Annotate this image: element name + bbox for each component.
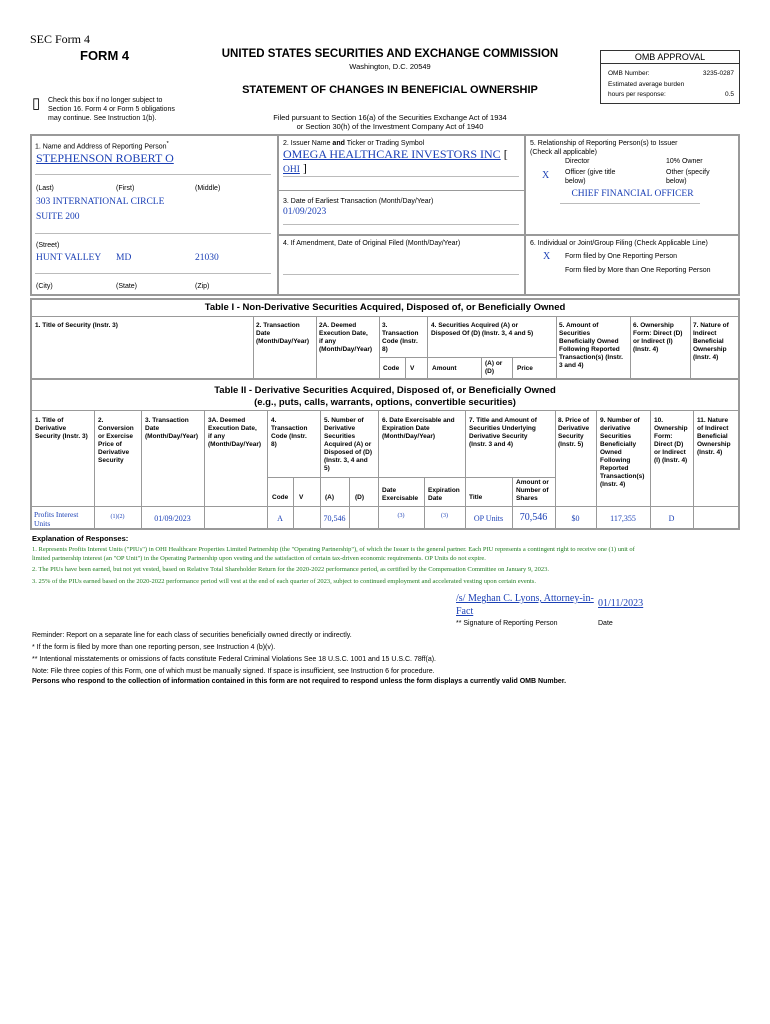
t2-col3	[145, 417, 198, 441]
footnote-2: 2. The PIUs have been earned, but not yet vested, based on Relative Total Shareholder Return for the 2020-2022 performance period, as certified by the Compensation Committee on January 9, 2023.	[32, 566, 549, 573]
table1-col	[379, 316, 380, 378]
row-security-line: Profits Interest	[34, 510, 79, 519]
table1-sub-col	[512, 357, 513, 378]
t1-c3-line: Transaction	[382, 330, 419, 337]
row-exercisable: (3)	[397, 513, 405, 519]
t2-c9-line: Transaction(s)	[600, 473, 645, 480]
omb-hours-label: hours per response:	[608, 91, 666, 98]
t2-c3-line: 3. Transaction	[145, 417, 189, 424]
t2-date-ex-line: Date	[382, 487, 397, 494]
reminder-2: * If the form is filed by more than one reporting person, see Instruction 4 (b)(v).	[32, 644, 276, 651]
ten-pct-label: 10% Owner	[666, 158, 703, 165]
t2-c3a-line: Execution Date,	[208, 425, 257, 432]
t1-c2-line: Date	[256, 330, 271, 337]
footnote-1-line: limited partnership interest (an "OP Unit") in the Operating Partnership upon vesting and the satisfaction of certain tax-driven economic requirements. OP Units do not expire.	[32, 554, 486, 562]
filing-more-label: Form filed by More than One Reporting Person	[565, 267, 711, 274]
omb-number-label: OMB Number:	[608, 70, 650, 77]
issuer-name[interactable]: OMEGA HEALTHCARE INVESTORS INC	[283, 147, 501, 161]
t2-c9-line: Following	[600, 457, 631, 464]
filed-line: Filed pursuant to Section 16(a) of the Securities Exchange Act of 1934	[273, 113, 507, 122]
row-shares: 70,546	[519, 512, 548, 523]
form-title: FORM 4	[80, 48, 130, 63]
row-expiration: (3)	[441, 513, 448, 519]
street-line-1: 303 INTERNATIONAL CIRCLE	[36, 197, 165, 207]
explanation-title: Explanation of Responses:	[32, 534, 129, 543]
t2-amount-shares	[516, 479, 549, 503]
t2-col3a	[208, 417, 261, 449]
relationship-line: (Check all applicable)	[530, 149, 597, 156]
t2-c5-line: Derivative	[324, 425, 356, 432]
t2-c8-line: Security	[558, 433, 584, 440]
check-text-line: Check this box if no longer subject to	[48, 97, 163, 104]
t2-col11	[697, 417, 731, 457]
date-rule	[283, 224, 519, 225]
officer-label	[565, 168, 615, 186]
signature	[456, 592, 594, 618]
street-line-2: SUITE 200	[36, 212, 80, 222]
earliest-date: 01/09/2023	[283, 207, 327, 217]
t1-c7-line: Ownership	[693, 346, 727, 353]
t2-col5	[324, 417, 372, 473]
t1-c2-line: (Month/Day/Year)	[256, 338, 310, 345]
relationship-line: 5. Relationship of Reporting Person(s) to Issuer	[530, 140, 678, 147]
t2-c4-line: Code (Instr.	[271, 433, 307, 440]
t1-code: Code	[383, 365, 400, 372]
signature-date: 01/11/2023	[598, 598, 644, 609]
t2-c1-line: 1. Title of	[35, 417, 64, 424]
grid-right-rule	[738, 134, 740, 296]
footnote-1-line: 1. Represents Profits Interest Units ("PIUs") in OHI Healthcare Properties Limited Partnership (the "Operating Partnership"), of which the Issuer is the general partner. Each PIU represents a contingent right to receive one (1) unit of	[32, 546, 635, 553]
t2-c9-line: Reported	[600, 465, 629, 472]
street-label: (Street)	[36, 242, 60, 249]
t2-amt-line: Shares	[516, 495, 538, 502]
officer-line: Officer (give title	[565, 169, 616, 176]
t1-c7-line: 7. Nature of	[693, 322, 729, 329]
t1-col2	[256, 322, 309, 346]
first-label: (First)	[116, 185, 135, 192]
t1-c3-line: 8)	[382, 346, 388, 353]
t1-c4-line: Disposed Of (D) (Instr. 3, 4 and 5)	[431, 330, 534, 337]
t1-amount: Amount	[432, 365, 457, 372]
table1-left-rule	[30, 298, 32, 380]
t2-col	[141, 410, 142, 528]
t2-col	[555, 410, 556, 528]
t2-c7-line: Derivative Security	[469, 433, 528, 440]
t2-v: V	[299, 494, 304, 501]
issuer-ticker[interactable]: OHI	[283, 165, 300, 175]
omb-burden: Estimated average burden	[608, 81, 685, 88]
t1-col4	[431, 322, 533, 338]
t1-col6	[633, 322, 682, 354]
grid-col-rule	[524, 134, 526, 296]
t2-title-line: (e.g., puts, calls, warrants, options, convertible securities)	[254, 397, 516, 408]
t2-date-ex-line: Exercisable	[382, 495, 419, 502]
t2-col10	[654, 417, 688, 465]
t2-c8-line: 8. Price of	[558, 417, 590, 424]
t2-exp-line: Date	[428, 495, 443, 502]
t1-c6-line: 6. Ownership	[633, 322, 674, 329]
t2-col	[465, 410, 466, 528]
t1-c5-line: Securities	[559, 330, 591, 337]
t2-c9-line: (Instr. 4)	[600, 481, 626, 488]
t1-price: Price	[517, 365, 533, 372]
t2-amt-line: Number of	[516, 487, 549, 494]
table2-title	[30, 385, 740, 409]
zip-value: 21030	[195, 253, 219, 263]
t1-c2a-line: if any	[319, 338, 336, 345]
officer-title-rule	[560, 203, 700, 204]
omb-number: 3235-0287	[702, 70, 734, 77]
reporting-star: *	[166, 141, 169, 147]
t2-c3a-line: if any	[208, 433, 225, 440]
t1-c5-line: 5. Amount of	[559, 322, 599, 329]
table1-col	[630, 316, 631, 378]
last-label: (Last)	[36, 185, 54, 192]
row-code: A	[277, 514, 283, 523]
row-security	[34, 510, 78, 528]
t2-c3a-line: (Month/Day/Year)	[208, 441, 262, 448]
signature-line: Fact	[456, 606, 474, 617]
grid-bottom-rule	[30, 294, 740, 296]
t1-c4-line: 4. Securities Acquired (A) or	[431, 322, 519, 329]
t2-date-ex	[382, 487, 418, 503]
row-conversion: (1)(2)	[110, 514, 125, 520]
t2-c11-line: Beneficial	[697, 433, 728, 440]
table1-top-rule	[30, 298, 740, 300]
table1-bottom-rule	[30, 378, 740, 380]
t2-c2-line: Derivative	[98, 449, 130, 456]
t2-c9-line: derivative	[600, 425, 631, 432]
t2-col	[378, 410, 379, 528]
t2-c9-line: Beneficially	[600, 441, 637, 448]
table2-head-rule	[30, 410, 740, 411]
t2-c4-line: Transaction	[271, 425, 308, 432]
t1-c3-line: 3.	[382, 322, 388, 329]
t2-c7-line: 7. Title and Amount of	[469, 417, 537, 424]
omb-hours: 0.5	[724, 91, 734, 98]
t2-title: Title	[469, 494, 483, 501]
table1-col	[690, 316, 691, 378]
t2-col1	[35, 417, 88, 441]
t2-col2	[98, 417, 134, 465]
t2-d: (D)	[355, 494, 365, 501]
filed-pursuant	[240, 113, 540, 131]
relationship-label	[530, 139, 677, 157]
reporting-label-text: 1. Name and Address of Reporting Person	[35, 143, 167, 151]
row-amount-a: 70,546	[323, 514, 346, 523]
t2-c5-line: 5)	[324, 465, 330, 472]
t2-title-line: Table II - Derivative Securities Acquired, Disposed of, or Beneficially Owned	[214, 385, 556, 396]
officer-line: below)	[565, 178, 586, 185]
t2-c3-line: Date	[145, 425, 160, 432]
t2-c8-line: Derivative	[558, 425, 590, 432]
issuer-label-and: and	[332, 140, 345, 147]
t1-c5-line: Transaction(s) (Instr.	[559, 354, 623, 361]
t1-c7-line: (Instr. 4)	[693, 354, 719, 361]
table2-left-rule	[30, 380, 32, 530]
t1-aord-line: (D)	[485, 368, 495, 375]
amendment-label: 4. If Amendment, Date of Original Filed (Month/Day/Year)	[283, 240, 461, 247]
footnote-3: 3. 25% of the PIUs earned based on the 2020-2022 performance period will vest at the end of each quarter of 2023, subject to continued employment and accelerated vesting upon certain events.	[32, 578, 536, 585]
t2-c9-line: 9. Number of	[600, 417, 640, 424]
table1-right-rule	[738, 298, 740, 380]
t2-c9-line: Owned	[600, 449, 622, 456]
officer-title: CHIEF FINANCIAL OFFICER	[571, 189, 694, 199]
t2-col4	[271, 417, 307, 449]
t2-sub-col	[349, 477, 350, 528]
t2-c2-line: or Exercise	[98, 433, 134, 440]
statement-title: STATEMENT OF CHANGES IN BENEFICIAL OWNERSHIP	[242, 84, 538, 96]
zip-label: (Zip)	[195, 283, 210, 290]
t2-col	[267, 410, 268, 528]
t1-c3-line: Code (Instr.	[382, 338, 418, 345]
t2-c4-line: 4.	[271, 417, 277, 424]
issuer-rule	[283, 176, 519, 177]
bracket-close: ]	[302, 161, 307, 175]
t2-c10-line: Form:	[654, 433, 673, 440]
t1-c5-line: Beneficially Owned	[559, 338, 619, 345]
table2-row-rule	[30, 506, 740, 507]
row-form: D	[668, 514, 675, 523]
t1-c7-line: Indirect	[693, 330, 717, 337]
street-rule	[35, 233, 271, 234]
amend-rule	[283, 274, 519, 275]
grid-row-rule	[279, 190, 524, 191]
t2-c1-line: Security (Instr. 3)	[35, 433, 88, 440]
bracket-open: [	[503, 147, 508, 161]
t1-c2a-line: (Month/Day/Year)	[319, 346, 373, 353]
t2-c3a-line: 3A. Deemed	[208, 417, 246, 424]
issuer-name-block	[283, 147, 519, 177]
table1-sub-col	[405, 357, 406, 378]
t1-c2a-line: Execution Date,	[319, 330, 368, 337]
t2-c2-line: Conversion	[98, 425, 134, 432]
t2-c10-line: Direct (D)	[654, 441, 684, 448]
t1-col2a	[319, 322, 372, 354]
t2-col7	[469, 417, 537, 449]
table2-right-rule	[738, 380, 740, 530]
t1-c5-line: Following Reported	[559, 346, 620, 353]
reporting-person-label	[35, 140, 169, 151]
t2-c11-line: Ownership	[697, 441, 731, 448]
t2-col	[596, 410, 597, 528]
t1-aord-line: (A) or	[485, 360, 503, 367]
city-value: HUNT VALLEY	[36, 253, 102, 263]
t1-c6-line: or Indirect (I)	[633, 338, 673, 345]
t2-c11-line: of Indirect	[697, 425, 729, 432]
state-label: (State)	[116, 283, 138, 290]
t2-c2-line: Security	[98, 457, 124, 464]
other-line: Other (specify	[666, 169, 710, 176]
signature-date-label: Date	[598, 620, 613, 627]
t1-c6-line: (Instr. 4)	[633, 346, 659, 353]
table1-col	[427, 316, 428, 378]
t2-c6-line: (Month/Day/Year)	[382, 433, 436, 440]
t1-c2a-line: 2A. Deemed	[319, 322, 357, 329]
t2-col	[650, 410, 651, 528]
washington: Washington, D.C. 20549	[349, 62, 431, 71]
t1-col3	[382, 322, 418, 354]
state-value: MD	[116, 253, 132, 263]
t2-amt-line: Amount or	[516, 479, 549, 486]
t2-c6-line: Expiration Date	[382, 425, 430, 432]
middle-label: (Middle)	[195, 185, 221, 192]
city-rule	[35, 273, 271, 274]
sec-form-label: SEC Form 4	[30, 32, 91, 46]
other-label	[666, 168, 710, 186]
t2-c4-line: 8)	[271, 441, 277, 448]
row-price: $0	[571, 514, 580, 523]
t2-c2-line: Price of	[98, 441, 122, 448]
t2-col	[693, 410, 694, 528]
director-label: Director	[565, 158, 590, 165]
city-label: (City)	[36, 283, 53, 290]
t2-c7-line: (Instr. 3 and 4)	[469, 441, 514, 448]
footnote-1	[32, 546, 738, 563]
grid-col-rule	[277, 134, 279, 296]
filing-x-mark[interactable]: X	[543, 251, 551, 262]
row-date: 01/09/2023	[154, 514, 191, 523]
reminder-3: ** Intentional misstatements or omissions of facts constitute Federal Criminal Violations See 18 U.S.C. 1001 and 15 U.S.C. 78ff(a).	[32, 656, 436, 663]
filed-line: or Section 30(h) of the Investment Company Act of 1940	[296, 122, 484, 131]
issuer-label-post: Ticker or Trading Symbol	[344, 140, 425, 147]
t2-c5-line: Disposed of (D)	[324, 449, 373, 456]
grid-top-rule	[30, 134, 740, 136]
t2-a: (A)	[325, 494, 335, 501]
reminder-4: Note: File three copies of this Form, one of which must be manually signed. If space is insufficient, see Instruction 6 for procedure.	[32, 668, 435, 675]
table1-sub-col	[481, 357, 482, 378]
t2-c8-line: (Instr. 5)	[558, 441, 584, 448]
t2-col	[204, 410, 205, 528]
signature-line: /s/ Meghan C. Lyons, Attorney-in-	[456, 593, 594, 604]
row-security-line: Units	[34, 519, 51, 528]
t1-c7-line: Beneficial	[693, 338, 724, 345]
t2-c10-line: (I) (Instr. 4)	[654, 457, 688, 464]
commission-title: UNITED STATES SECURITIES AND EXCHANGE COMMISSION	[221, 48, 559, 60]
row-owned: 117,355	[610, 514, 636, 523]
t2-c10-line: or Indirect	[654, 449, 686, 456]
reminder-1: Reminder: Report on a separate line for each class of securities beneficially owned directly or indirectly.	[32, 632, 352, 639]
t2-col6	[382, 417, 455, 441]
t2-c7-line: Securities Underlying	[469, 425, 536, 432]
t2-exp-line: Expiration	[428, 487, 460, 494]
check-text-line: may continue. See Instruction 1(b).	[48, 115, 157, 122]
table1-title: Table I - Non-Derivative Securities Acquired, Disposed of, or Beneficially Owned	[204, 302, 566, 313]
t2-c6-line: 6. Date Exercisable and	[382, 417, 455, 424]
grid-row-rule	[279, 234, 740, 236]
t1-c6-line: Form: Direct (D)	[633, 330, 683, 337]
check-text-line: Section 16. Form 4 or Form 5 obligations	[48, 106, 175, 113]
table2-bottom-rule	[30, 528, 740, 530]
t2-code: Code	[272, 494, 289, 501]
checkbox-icon[interactable]: ▯	[32, 95, 41, 112]
t2-c3-line: (Month/Day/Year)	[145, 433, 199, 440]
t2-c10-line: 10.	[654, 417, 664, 424]
t2-c10-line: Ownership	[654, 425, 688, 432]
t1-c5-line: 3 and 4)	[559, 362, 584, 369]
table1-col	[253, 316, 254, 378]
t1-col1: 1. Title of Security (Instr. 3)	[35, 322, 118, 329]
signature-label: ** Signature of Reporting Person	[456, 620, 558, 627]
t2-c5-line: (Instr. 3, 4 and	[324, 457, 368, 464]
filing-one-label: Form filed by One Reporting Person	[565, 253, 678, 260]
row-title: OP Units	[473, 514, 504, 523]
table1-col	[316, 316, 317, 378]
filing-label: 6. Individual or Joint/Group Filing (Check Applicable Line)	[530, 240, 708, 247]
t1-v: V	[410, 365, 415, 372]
t2-c2-line: 2.	[98, 417, 104, 424]
t2-c5-line: Securities	[324, 433, 356, 440]
t2-sub-col	[293, 477, 294, 528]
t2-sub-col	[424, 477, 425, 528]
t1-col7	[693, 322, 729, 362]
issuer-label-pre: 2. Issuer Name	[283, 140, 333, 147]
t2-c11-line: 11. Nature	[697, 417, 729, 424]
officer-x-mark[interactable]: X	[542, 170, 550, 181]
t2-col	[320, 410, 321, 528]
t2-col8	[558, 417, 589, 449]
t2-c1-line: Derivative	[35, 425, 67, 432]
t1-col5	[559, 322, 623, 370]
t1-c2-line: 2. Transaction	[256, 322, 300, 329]
t2-exp	[428, 487, 460, 503]
earliest-date-label: 3. Date of Earliest Transaction (Month/Day/Year)	[283, 198, 434, 205]
t2-c11-line: (Instr. 4)	[697, 449, 723, 456]
table1-head-rule	[30, 316, 740, 317]
t2-c5-line: 5. Number of	[324, 417, 364, 424]
reminder-5: Persons who respond to the collection of information contained in this form are not required to respond unless the form displays a currently valid OMB Number.	[32, 678, 567, 685]
t1-aord	[485, 360, 502, 376]
other-line: below)	[666, 178, 687, 185]
omb-title: OMB APPROVAL	[600, 50, 740, 64]
name-rule	[35, 174, 271, 175]
t2-col9	[600, 417, 644, 489]
t2-c5-line: Acquired (A) or	[324, 441, 372, 448]
reporting-person-name[interactable]: STEPHENSON ROBERT O	[36, 151, 174, 165]
checkbox-text	[48, 96, 175, 123]
table1-col	[556, 316, 557, 378]
grid-left-rule	[30, 134, 32, 296]
t2-col	[94, 410, 95, 528]
t2-c9-line: Securities	[600, 433, 632, 440]
